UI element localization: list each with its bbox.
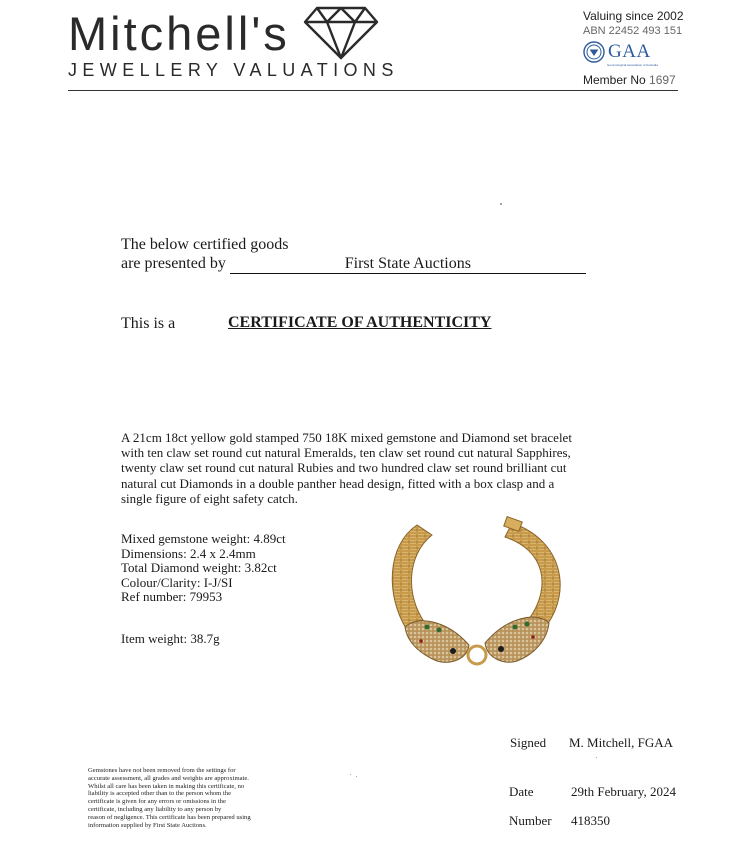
brand-name: Mitchell's bbox=[68, 7, 290, 60]
signed-value: M. Mitchell, FGAA bbox=[569, 735, 673, 750]
spec-line: Mixed gemstone weight: 4.89ct bbox=[121, 531, 286, 546]
gaa-seal-icon bbox=[583, 41, 605, 63]
bracelet-photo bbox=[377, 515, 577, 675]
disclaimer-line: Whilst all care has been taken in making this certificate, no bbox=[88, 782, 245, 790]
signed-label: Signed bbox=[510, 735, 547, 750]
item-specs bbox=[121, 532, 286, 605]
scan-speck bbox=[596, 757, 597, 758]
presenter-name: First State Auctions bbox=[230, 254, 586, 274]
diamond-icon bbox=[303, 4, 379, 60]
scan-speck bbox=[350, 774, 351, 775]
presented-by-label: are presented by bbox=[121, 255, 226, 272]
disclaimer-line: certificate, including any liability to any person by bbox=[88, 805, 222, 813]
disclaimer-line: Gemstones have not been removed from the settings for bbox=[88, 767, 236, 774]
brand-subtitle: JEWELLERY VALUATIONS bbox=[68, 60, 399, 80]
gaa-tagline: Gemmological Association of Australia bbox=[607, 63, 658, 67]
header-divider bbox=[68, 90, 678, 91]
gaa-logo-text: GAA bbox=[608, 41, 651, 62]
certificate-prefix: This is a bbox=[121, 315, 176, 332]
disclaimer-line: accurate assessment, all grades and weights are approximate. bbox=[88, 774, 249, 782]
spec-line: Total Diamond weight: 3.82ct bbox=[121, 560, 277, 575]
presented-line-1: The below certified goods bbox=[121, 236, 289, 253]
description-line: twenty claw set round cut natural Rubies and two hundred claw set round brilliant cut bbox=[121, 460, 567, 476]
description-line: single figure of eight safety catch. bbox=[121, 490, 298, 506]
abn-number: ABN 22452 493 151 bbox=[583, 25, 683, 37]
presented-line-2 bbox=[121, 254, 586, 274]
item-weight: Item weight: 38.7g bbox=[121, 631, 220, 646]
disclaimer bbox=[88, 767, 298, 829]
scan-speck bbox=[500, 203, 502, 205]
description-line: natural cut Diamonds in a double panther head design, fitted with a box clasp and a bbox=[121, 475, 555, 491]
item-description bbox=[121, 430, 601, 506]
scan-speck bbox=[356, 776, 357, 777]
disclaimer-line: reason of negligence. This certificate has been prepared using bbox=[88, 813, 251, 821]
date-label: Date bbox=[509, 784, 534, 799]
member-label: Member No bbox=[583, 73, 646, 87]
certificate-title: CERTIFICATE OF AUTHENTICITY bbox=[228, 314, 492, 331]
spec-line: Colour/Clarity: I-J/SI bbox=[121, 574, 233, 590]
number-label: Number bbox=[509, 813, 552, 828]
date-value: 29th February, 2024 bbox=[571, 784, 676, 799]
spec-line: Ref number: 79953 bbox=[121, 589, 223, 604]
gaa-logo bbox=[583, 40, 684, 64]
member-number bbox=[583, 73, 684, 87]
disclaimer-line: certificate is given for any errors or omissions in the bbox=[88, 798, 226, 806]
spec-line: Dimensions: 2.4 x 2.4mm bbox=[121, 545, 256, 561]
header-info bbox=[583, 9, 684, 87]
description-line: A 21cm 18ct yellow gold stamped 750 18K mixed gemstone and Diamond set bracelet bbox=[121, 430, 572, 445]
disclaimer-line: liability is accepted other than to the person whom the bbox=[88, 790, 232, 798]
valuing-since: Valuing since 2002 bbox=[583, 9, 684, 23]
disclaimer-line: information supplied by First State Auctions. bbox=[88, 821, 207, 829]
member-number-value: 1697 bbox=[649, 73, 676, 87]
number-value: 418350 bbox=[571, 813, 610, 828]
description-line: with ten claw set round cut natural Emeralds, ten claw set round cut natural Sapphires, bbox=[121, 445, 571, 461]
